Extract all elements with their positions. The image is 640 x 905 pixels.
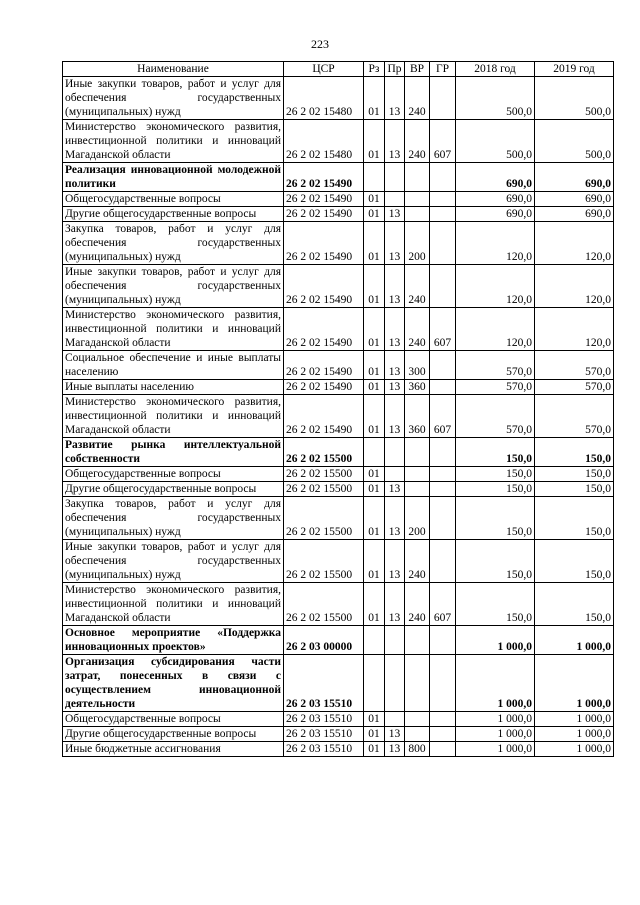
cell-vr: 240 bbox=[405, 540, 430, 583]
cell-rz: 01 bbox=[364, 482, 385, 497]
cell-rz: 01 bbox=[364, 497, 385, 540]
table-row bbox=[63, 222, 614, 265]
cell-name: Организация субсидирования части затрат, понесенных в связи с осуществлением инновационной деятельности bbox=[63, 655, 284, 712]
table-row bbox=[63, 192, 614, 207]
cell-2019: 120,0 bbox=[535, 222, 614, 265]
cell-rz: 01 bbox=[364, 467, 385, 482]
cell-rz: 01 bbox=[364, 77, 385, 120]
cell-2019: 500,0 bbox=[535, 120, 614, 163]
table-row bbox=[63, 655, 614, 712]
cell-2019: 1 000,0 bbox=[535, 742, 614, 757]
cell-2019: 150,0 bbox=[535, 482, 614, 497]
cell-name: Общегосударственные вопросы bbox=[63, 467, 284, 482]
cell-2018: 150,0 bbox=[456, 540, 535, 583]
cell-2018: 150,0 bbox=[456, 438, 535, 467]
cell-rz: 01 bbox=[364, 727, 385, 742]
cell-pr: 13 bbox=[385, 207, 405, 222]
cell-pr bbox=[385, 655, 405, 712]
cell-vr bbox=[405, 626, 430, 655]
cell-2018: 500,0 bbox=[456, 77, 535, 120]
cell-rz bbox=[364, 438, 385, 467]
cell-vr: 360 bbox=[405, 395, 430, 438]
cell-vr: 240 bbox=[405, 77, 430, 120]
cell-csr: 26 2 03 00000 bbox=[284, 626, 364, 655]
header-gr: ГР bbox=[430, 62, 456, 77]
cell-csr: 26 2 02 15500 bbox=[284, 583, 364, 626]
cell-2018: 150,0 bbox=[456, 497, 535, 540]
cell-2019: 1 000,0 bbox=[535, 712, 614, 727]
cell-gr bbox=[430, 742, 456, 757]
cell-rz: 01 bbox=[364, 583, 385, 626]
table-row bbox=[63, 120, 614, 163]
cell-name: Иные выплаты населению bbox=[63, 380, 284, 395]
cell-csr: 26 2 03 15510 bbox=[284, 712, 364, 727]
page-number: 223 bbox=[311, 37, 329, 51]
cell-vr: 200 bbox=[405, 222, 430, 265]
cell-vr: 240 bbox=[405, 265, 430, 308]
cell-pr bbox=[385, 467, 405, 482]
cell-pr: 13 bbox=[385, 77, 405, 120]
cell-gr bbox=[430, 626, 456, 655]
table-row bbox=[63, 742, 614, 757]
cell-gr bbox=[430, 482, 456, 497]
cell-2019: 150,0 bbox=[535, 540, 614, 583]
cell-2019: 1 000,0 bbox=[535, 727, 614, 742]
cell-rz: 01 bbox=[364, 712, 385, 727]
cell-rz: 01 bbox=[364, 120, 385, 163]
cell-rz: 01 bbox=[364, 192, 385, 207]
cell-name: Общегосударственные вопросы bbox=[63, 712, 284, 727]
table-row bbox=[63, 380, 614, 395]
cell-pr: 13 bbox=[385, 351, 405, 380]
table-row bbox=[63, 626, 614, 655]
cell-gr bbox=[430, 192, 456, 207]
cell-gr bbox=[430, 207, 456, 222]
table-row bbox=[63, 351, 614, 380]
cell-2018: 150,0 bbox=[456, 583, 535, 626]
cell-2019: 150,0 bbox=[535, 497, 614, 540]
cell-name: Основное мероприятие «Поддержка инновационных проектов» bbox=[63, 626, 284, 655]
cell-2019: 690,0 bbox=[535, 192, 614, 207]
table-row bbox=[63, 77, 614, 120]
cell-gr bbox=[430, 265, 456, 308]
table-row bbox=[63, 712, 614, 727]
cell-2019: 150,0 bbox=[535, 583, 614, 626]
cell-2018: 1 000,0 bbox=[456, 727, 535, 742]
cell-csr: 26 2 02 15480 bbox=[284, 77, 364, 120]
cell-2018: 150,0 bbox=[456, 482, 535, 497]
cell-pr: 13 bbox=[385, 265, 405, 308]
cell-2019: 150,0 bbox=[535, 467, 614, 482]
cell-gr bbox=[430, 467, 456, 482]
cell-name: Общегосударственные вопросы bbox=[63, 192, 284, 207]
cell-vr: 360 bbox=[405, 380, 430, 395]
cell-rz: 01 bbox=[364, 742, 385, 757]
cell-rz: 01 bbox=[364, 540, 385, 583]
cell-gr: 607 bbox=[430, 583, 456, 626]
header-rz: Рз bbox=[364, 62, 385, 77]
header-pr: Пр bbox=[385, 62, 405, 77]
cell-pr bbox=[385, 626, 405, 655]
cell-pr: 13 bbox=[385, 222, 405, 265]
cell-pr bbox=[385, 192, 405, 207]
cell-vr bbox=[405, 712, 430, 727]
cell-pr: 13 bbox=[385, 742, 405, 757]
cell-name: Другие общегосударственные вопросы bbox=[63, 727, 284, 742]
cell-rz: 01 bbox=[364, 207, 385, 222]
cell-2018: 500,0 bbox=[456, 120, 535, 163]
cell-gr bbox=[430, 222, 456, 265]
cell-2019: 570,0 bbox=[535, 351, 614, 380]
cell-vr bbox=[405, 482, 430, 497]
cell-2018: 120,0 bbox=[456, 265, 535, 308]
cell-gr bbox=[430, 712, 456, 727]
cell-gr: 607 bbox=[430, 308, 456, 351]
cell-pr: 13 bbox=[385, 482, 405, 497]
cell-rz: 01 bbox=[364, 265, 385, 308]
cell-csr: 26 2 03 15510 bbox=[284, 655, 364, 712]
cell-csr: 26 2 02 15490 bbox=[284, 380, 364, 395]
cell-pr bbox=[385, 163, 405, 192]
cell-2018: 570,0 bbox=[456, 395, 535, 438]
cell-2018: 120,0 bbox=[456, 222, 535, 265]
cell-gr bbox=[430, 351, 456, 380]
cell-name: Развитие рынка интеллектуальной собственности bbox=[63, 438, 284, 467]
cell-name: Другие общегосударственные вопросы bbox=[63, 207, 284, 222]
cell-pr: 13 bbox=[385, 120, 405, 163]
cell-2019: 150,0 bbox=[535, 438, 614, 467]
cell-name: Социальное обеспечение и иные выплаты населению bbox=[63, 351, 284, 380]
table-row bbox=[63, 163, 614, 192]
cell-2019: 120,0 bbox=[535, 265, 614, 308]
table-row bbox=[63, 497, 614, 540]
cell-pr: 13 bbox=[385, 308, 405, 351]
cell-vr bbox=[405, 163, 430, 192]
cell-vr bbox=[405, 207, 430, 222]
cell-2018: 570,0 bbox=[456, 380, 535, 395]
cell-2019: 1 000,0 bbox=[535, 655, 614, 712]
cell-pr: 13 bbox=[385, 540, 405, 583]
header-name: Наименование bbox=[63, 62, 284, 77]
cell-name: Закупка товаров, работ и услуг для обеспечения государственных (муниципальных) нужд bbox=[63, 497, 284, 540]
cell-2019: 570,0 bbox=[535, 380, 614, 395]
cell-gr bbox=[430, 727, 456, 742]
cell-rz: 01 bbox=[364, 380, 385, 395]
cell-rz: 01 bbox=[364, 395, 385, 438]
cell-csr: 26 2 02 15490 bbox=[284, 308, 364, 351]
table-body bbox=[63, 77, 614, 757]
cell-gr bbox=[430, 540, 456, 583]
header-vr: ВР bbox=[405, 62, 430, 77]
cell-2018: 150,0 bbox=[456, 467, 535, 482]
cell-gr bbox=[430, 77, 456, 120]
header-2019: 2019 год bbox=[535, 62, 614, 77]
table-row bbox=[63, 583, 614, 626]
cell-2019: 690,0 bbox=[535, 207, 614, 222]
table-header-row bbox=[63, 62, 614, 77]
cell-2018: 1 000,0 bbox=[456, 742, 535, 757]
cell-csr: 26 2 02 15500 bbox=[284, 497, 364, 540]
table-row bbox=[63, 540, 614, 583]
cell-pr: 13 bbox=[385, 727, 405, 742]
cell-vr bbox=[405, 438, 430, 467]
cell-2019: 1 000,0 bbox=[535, 626, 614, 655]
cell-csr: 26 2 02 15490 bbox=[284, 265, 364, 308]
cell-2019: 690,0 bbox=[535, 163, 614, 192]
cell-2018: 570,0 bbox=[456, 351, 535, 380]
cell-gr: 607 bbox=[430, 120, 456, 163]
cell-csr: 26 2 02 15480 bbox=[284, 120, 364, 163]
cell-vr bbox=[405, 655, 430, 712]
cell-name: Иные закупки товаров, работ и услуг для обеспечения государственных (муниципальных) нужд bbox=[63, 77, 284, 120]
cell-2018: 1 000,0 bbox=[456, 655, 535, 712]
cell-name: Министерство экономического развития, инвестиционной политики и инноваций Магаданской области bbox=[63, 120, 284, 163]
cell-pr: 13 bbox=[385, 380, 405, 395]
table-row bbox=[63, 438, 614, 467]
table-row bbox=[63, 482, 614, 497]
cell-pr: 13 bbox=[385, 395, 405, 438]
cell-rz bbox=[364, 655, 385, 712]
table-row bbox=[63, 467, 614, 482]
table-row bbox=[63, 265, 614, 308]
cell-vr: 300 bbox=[405, 351, 430, 380]
cell-vr: 200 bbox=[405, 497, 430, 540]
table-row bbox=[63, 207, 614, 222]
cell-2019: 120,0 bbox=[535, 308, 614, 351]
cell-name: Другие общегосударственные вопросы bbox=[63, 482, 284, 497]
cell-gr bbox=[430, 380, 456, 395]
table-row bbox=[63, 727, 614, 742]
cell-pr bbox=[385, 438, 405, 467]
cell-name: Иные закупки товаров, работ и услуг для обеспечения государственных (муниципальных) нужд bbox=[63, 265, 284, 308]
table-row bbox=[63, 308, 614, 351]
cell-name: Реализация инновационной молодежной политики bbox=[63, 163, 284, 192]
cell-csr: 26 2 02 15490 bbox=[284, 351, 364, 380]
cell-name: Министерство экономического развития, инвестиционной политики и инноваций Магаданской области bbox=[63, 583, 284, 626]
cell-vr: 800 bbox=[405, 742, 430, 757]
cell-csr: 26 2 02 15500 bbox=[284, 482, 364, 497]
cell-2018: 690,0 bbox=[456, 207, 535, 222]
cell-rz: 01 bbox=[364, 351, 385, 380]
cell-vr: 240 bbox=[405, 308, 430, 351]
cell-csr: 26 2 03 15510 bbox=[284, 727, 364, 742]
cell-pr: 13 bbox=[385, 583, 405, 626]
cell-rz bbox=[364, 626, 385, 655]
cell-gr bbox=[430, 163, 456, 192]
cell-vr bbox=[405, 467, 430, 482]
header-2018: 2018 год bbox=[456, 62, 535, 77]
cell-pr bbox=[385, 712, 405, 727]
cell-vr bbox=[405, 727, 430, 742]
cell-2018: 120,0 bbox=[456, 308, 535, 351]
cell-rz: 01 bbox=[364, 308, 385, 351]
cell-rz bbox=[364, 163, 385, 192]
cell-vr bbox=[405, 192, 430, 207]
cell-csr: 26 2 02 15500 bbox=[284, 467, 364, 482]
header-csr: ЦСР bbox=[284, 62, 364, 77]
cell-csr: 26 2 02 15500 bbox=[284, 540, 364, 583]
cell-2019: 500,0 bbox=[535, 77, 614, 120]
cell-name: Иные бюджетные ассигнования bbox=[63, 742, 284, 757]
cell-csr: 26 2 02 15490 bbox=[284, 207, 364, 222]
cell-csr: 26 2 02 15490 bbox=[284, 192, 364, 207]
cell-2018: 1 000,0 bbox=[456, 712, 535, 727]
budget-table bbox=[62, 61, 614, 757]
cell-gr bbox=[430, 438, 456, 467]
cell-pr: 13 bbox=[385, 497, 405, 540]
cell-name: Иные закупки товаров, работ и услуг для обеспечения государственных (муниципальных) нужд bbox=[63, 540, 284, 583]
cell-csr: 26 2 02 15500 bbox=[284, 438, 364, 467]
cell-gr bbox=[430, 497, 456, 540]
cell-gr bbox=[430, 655, 456, 712]
cell-csr: 26 2 03 15510 bbox=[284, 742, 364, 757]
cell-vr: 240 bbox=[405, 583, 430, 626]
cell-2019: 570,0 bbox=[535, 395, 614, 438]
cell-csr: 26 2 02 15490 bbox=[284, 395, 364, 438]
cell-name: Министерство экономического развития, инвестиционной политики и инноваций Магаданской области bbox=[63, 395, 284, 438]
cell-csr: 26 2 02 15490 bbox=[284, 163, 364, 192]
cell-csr: 26 2 02 15490 bbox=[284, 222, 364, 265]
cell-gr: 607 bbox=[430, 395, 456, 438]
cell-2018: 690,0 bbox=[456, 163, 535, 192]
cell-rz: 01 bbox=[364, 222, 385, 265]
cell-name: Закупка товаров, работ и услуг для обеспечения государственных (муниципальных) нужд bbox=[63, 222, 284, 265]
cell-2018: 690,0 bbox=[456, 192, 535, 207]
cell-vr: 240 bbox=[405, 120, 430, 163]
table-row bbox=[63, 395, 614, 438]
cell-name: Министерство экономического развития, инвестиционной политики и инноваций Магаданской области bbox=[63, 308, 284, 351]
cell-2018: 1 000,0 bbox=[456, 626, 535, 655]
